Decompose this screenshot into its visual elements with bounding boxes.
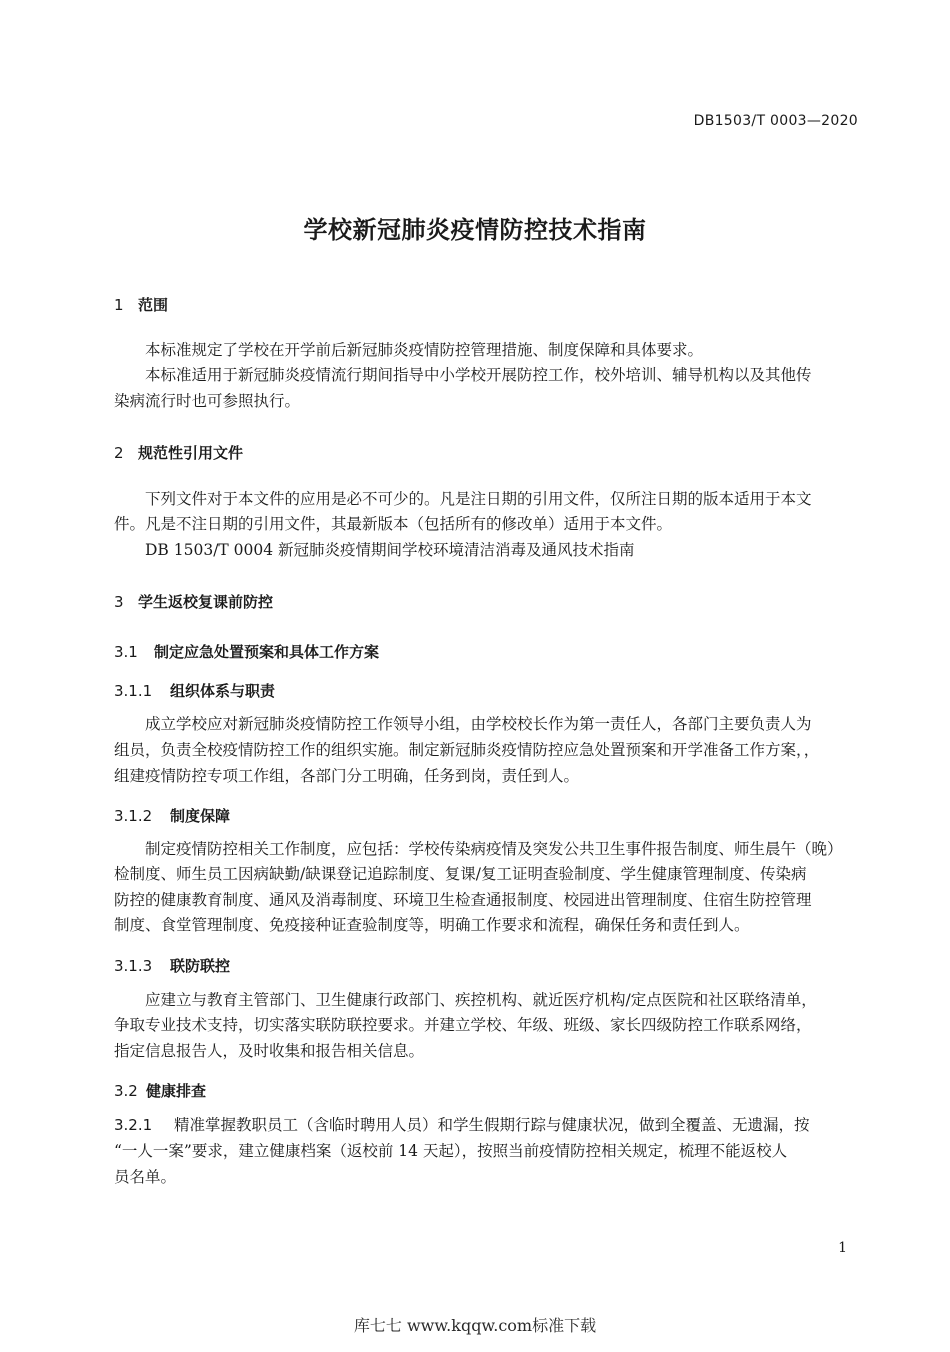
paragraph-line: 组员，负责全校疫情防控工作的组织实施。制定新冠肺炎疫情防控应急处置预案和开学准备工作方案，，	[114, 741, 820, 759]
paragraph-line: 组建疫情防控专项工作组，各部门分工明确，任务到岗，责任到人。	[114, 767, 580, 785]
normative-reference: DB 1503/T 0004 新冠肺炎疫情期间学校环境清洁消毒及通风技术指南	[145, 541, 635, 559]
section-title: 组织体系与职责	[170, 682, 276, 700]
document-title: 学校新冠肺炎疫情防控技术指南	[303, 216, 647, 244]
paragraph-line: 本标准适用于新冠肺炎疫情流行期间指导中小学校开展防控工作，校外培训、辅导机构以及其他传	[145, 366, 812, 384]
section-number: 3	[114, 593, 124, 611]
page-number: 1	[838, 1240, 847, 1256]
paragraph-line: 件。凡是不注日期的引用文件，其最新版本（包括所有的修改单）适用于本文件。	[114, 515, 673, 533]
paragraph: 本标准规定了学校在开学前后新冠肺炎疫情防控管理措施、制度保障和具体要求。	[145, 341, 704, 359]
section-3-1-3-heading	[114, 955, 230, 976]
section-number: 3.1.1	[114, 682, 153, 700]
section-number: 3.2	[114, 1082, 138, 1100]
section-3-2-heading	[114, 1080, 206, 1101]
footer-watermark[interactable]: 库七七 www.kqqw.com标准下载	[353, 1316, 597, 1335]
section-1-heading	[114, 294, 168, 315]
section-title: 范围	[138, 296, 169, 314]
paragraph-line: 防控的健康教育制度、通风及消毒制度、环境卫生检查通报制度、校园进出管理制度、住宿生防控管理	[114, 891, 812, 909]
paragraph-line: 制度、食堂管理制度、免疫接种证查验制度等，明确工作要求和流程，确保任务和责任到人。	[114, 916, 750, 934]
paragraph-line: 员名单。	[114, 1168, 177, 1186]
paragraph-line: 染病流行时也可参照执行。	[114, 392, 301, 410]
section-number: 3.1.3	[114, 957, 153, 975]
section-title: 联防联控	[170, 957, 231, 975]
section-3-1-1-heading	[114, 680, 275, 701]
section-title: 规范性引用文件	[138, 444, 244, 462]
section-3-1-heading	[114, 641, 379, 662]
document-number: DB1503/T 0003—2020	[693, 113, 858, 129]
paragraph-line: 指定信息报告人，及时收集和报告相关信息。	[114, 1042, 425, 1060]
paragraph-line: 下列文件对于本文件的应用是必不可少的。凡是注日期的引用文件，仅所注日期的版本适用于本文	[145, 490, 812, 508]
section-number: 3.1.2	[114, 807, 153, 825]
section-title: 制定应急处置预案和具体工作方案	[154, 643, 380, 661]
section-3-heading	[114, 591, 273, 612]
section-title: 健康排查	[146, 1082, 207, 1100]
section-3-1-2-heading	[114, 805, 230, 826]
clause-number: 3.2.1	[114, 1116, 153, 1134]
section-number: 3.1	[114, 643, 138, 661]
section-number: 1	[114, 296, 124, 314]
paragraph-line: “一人一案”要求，建立健康档案（返校前 14 天起），按照当前疫情防控相关规定，梳理不能返校人	[114, 1142, 788, 1160]
paragraph-line: 争取专业技术支持，切实落实联防联控要求。并建立学校、年级、班级、家长四级防控工作联系网络，	[114, 1016, 812, 1034]
section-title: 学生返校复课前防控	[138, 593, 274, 611]
paragraph-line: 成立学校应对新冠肺炎疫情防控工作领导小组，由学校校长作为第一责任人，各部门主要负责人为	[145, 715, 812, 733]
paragraph-line: 应建立与教育主管部门、卫生健康行政部门、疾控机构、就近医疗机构/定点医院和社区联络清单，	[145, 991, 817, 1009]
paragraph-line	[114, 1112, 810, 1139]
paragraph-line: 检制度、师生员工因病缺勤/缺课登记追踪制度、复课/复工证明查验制度、学生健康管理制度、传染病	[114, 865, 807, 883]
clause-text: 精准掌握教职员工（含临时聘用人员）和学生假期行踪与健康状况，做到全覆盖、无遗漏，按	[174, 1116, 810, 1134]
section-title: 制度保障	[170, 807, 231, 825]
section-number: 2	[114, 444, 124, 462]
paragraph-line: 制定疫情防控相关工作制度，应包括：学校传染病疫情及突发公共卫生事件报告制度、师生晨午（晚）	[145, 840, 843, 858]
section-2-heading	[114, 442, 243, 463]
